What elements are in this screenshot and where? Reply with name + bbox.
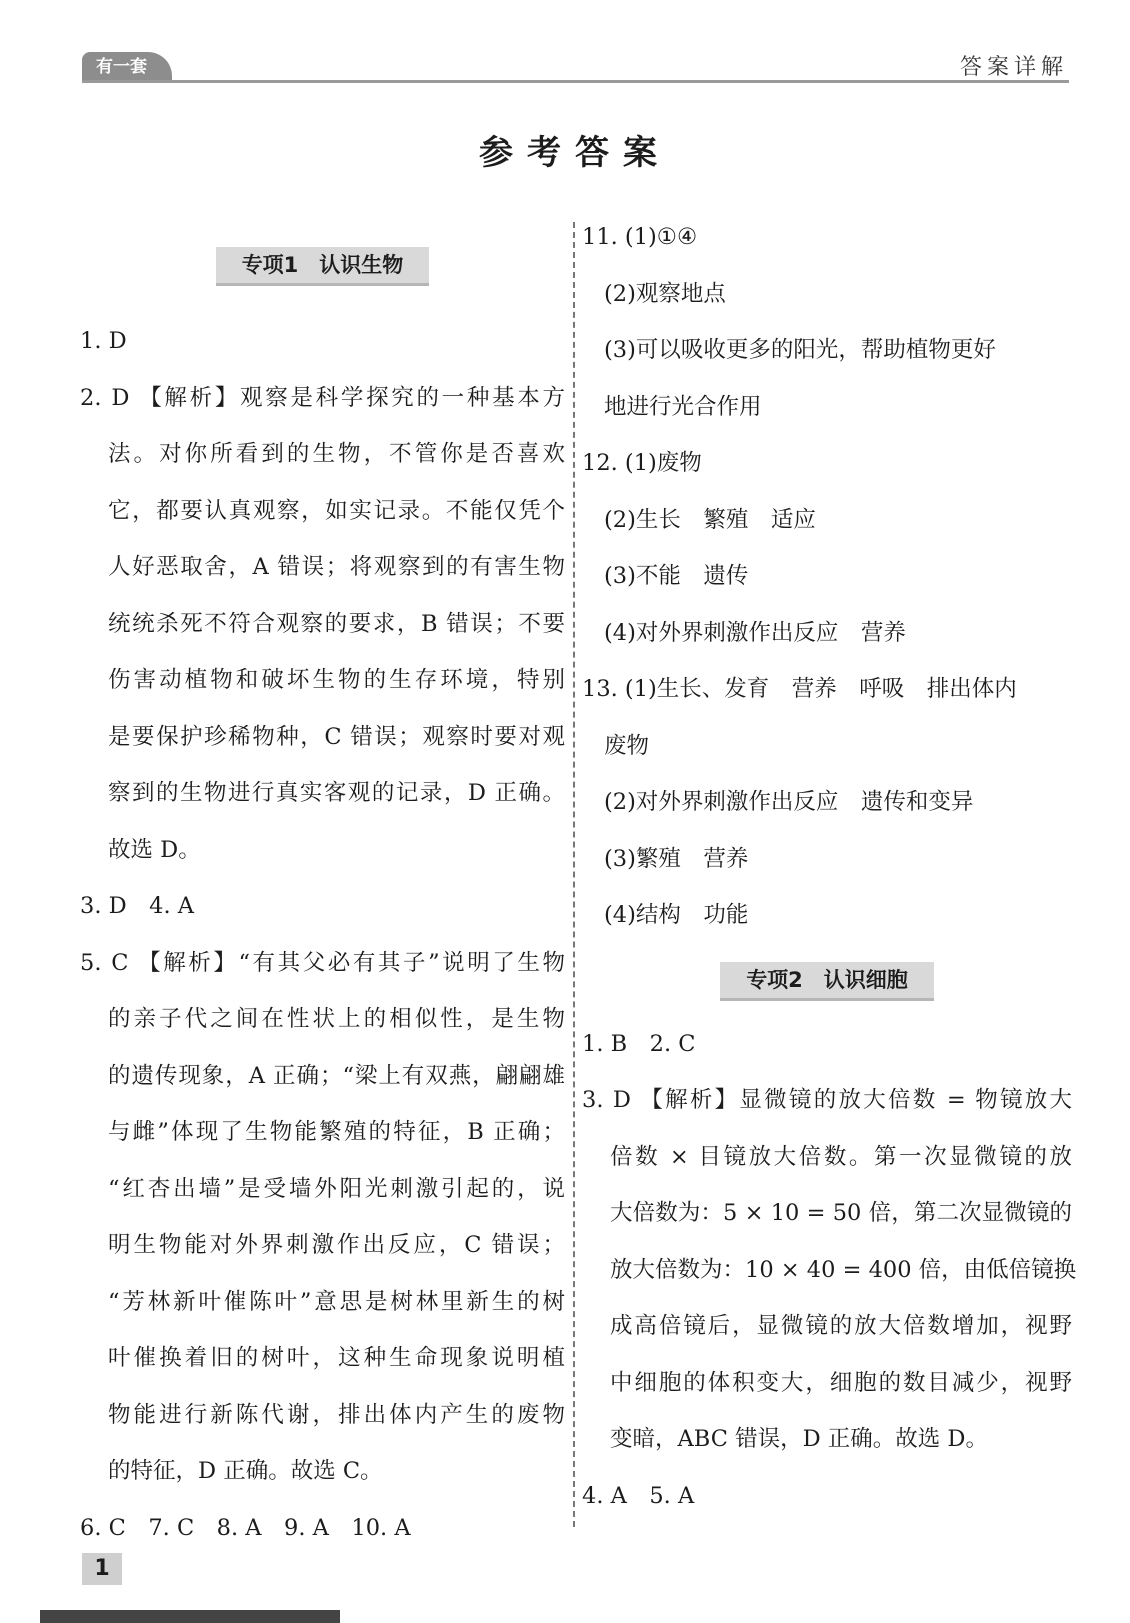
brand-tab: 有一套 bbox=[82, 52, 172, 82]
answer-line: 人好恶取舍，A 错误；将观察到的有害生物 bbox=[108, 554, 565, 580]
answer-line: 明生物能对外界刺激作出反应，C 错误； bbox=[108, 1232, 565, 1258]
answer-line: 5. C 【解析】“有其父必有其子”说明了生物 bbox=[80, 949, 565, 976]
answer-line: 统统杀死不符合观察的要求，B 错误；不要 bbox=[108, 610, 565, 637]
answer-line: 1. D bbox=[80, 328, 127, 354]
answer-line: (2)观察地点 bbox=[604, 280, 726, 307]
answer-line: 3. D 【解析】显微镜的放大倍数 = 物镜放大 bbox=[582, 1087, 1072, 1113]
answer-line: 成高倍镜后，显微镜的放大倍数增加，视野 bbox=[610, 1313, 1072, 1339]
answer-line: “红杏出墙”是受墙外阳光刺激引起的，说 bbox=[108, 1175, 565, 1202]
footer-bar bbox=[40, 1610, 340, 1623]
answer-line: 叶催换着旧的树叶，这种生命现象说明植 bbox=[108, 1345, 565, 1371]
answer-line: 法。对你所看到的生物，不管你是否喜欢 bbox=[108, 441, 565, 467]
answer-line: 倍数 × 目镜放大倍数。第一次显微镜的放 bbox=[610, 1143, 1072, 1170]
answer-line: 4. A 5. A bbox=[582, 1482, 695, 1509]
page-title: 参考答案 bbox=[479, 133, 671, 173]
answer-line: 的特征，D 正确。故选 C。 bbox=[108, 1458, 383, 1484]
answer-line: 与雌”体现了生物能繁殖的特征，B 正确； bbox=[108, 1119, 565, 1145]
answer-line: 13. (1)生长、发育 营养 呼吸 排出体内 bbox=[582, 676, 1017, 702]
answer-line: 伤害动植物和破坏生物的生存环境，特别 bbox=[108, 667, 565, 693]
answer-line: 12. (1)废物 bbox=[582, 450, 702, 476]
answer-line: 大倍数为：5 × 10 = 50 倍，第二次显微镜的 bbox=[610, 1200, 1072, 1226]
answer-line: 察到的生物进行真实客观的记录，D 正确。 bbox=[108, 780, 565, 806]
answer-line: 变暗，ABC 错误，D 正确。故选 D。 bbox=[610, 1426, 988, 1452]
answer-line: 故选 D。 bbox=[108, 836, 201, 863]
answer-line: 6. C 7. C 8. A 9. A 10. A bbox=[80, 1514, 411, 1541]
answer-line: (3)可以吸收更多的阳光，帮助植物更好 bbox=[604, 337, 996, 363]
answer-line: (3)不能 遗传 bbox=[604, 563, 749, 589]
answer-line: 中细胞的体积变大，细胞的数目减少，视野 bbox=[610, 1369, 1072, 1396]
answer-line: 2. D 【解析】观察是科学探究的一种基本方 bbox=[80, 384, 565, 411]
answer-line: 放大倍数为：10 × 40 = 400 倍，由低倍镜换 bbox=[610, 1256, 1077, 1283]
answer-line: 1. B 2. C bbox=[582, 1030, 696, 1057]
answer-line: 地进行光合作用 bbox=[604, 393, 762, 420]
answer-line: (4)对外界刺激作出反应 营养 bbox=[604, 619, 906, 646]
answer-line: 物能进行新陈代谢，排出体内产生的废物 bbox=[108, 1401, 565, 1428]
answer-line: “芳林新叶催陈叶”意思是树林里新生的树 bbox=[108, 1288, 565, 1315]
section-heading-1: 专项1 认识生物 bbox=[80, 247, 565, 283]
answer-line: 3. D 4. A bbox=[80, 893, 195, 919]
header-rule bbox=[82, 80, 1069, 83]
right-column bbox=[582, 209, 1077, 1524]
page-number: 1 bbox=[82, 1553, 122, 1585]
answer-line: (3)繁殖 营养 bbox=[604, 845, 749, 872]
column-divider bbox=[573, 222, 575, 1527]
answer-line: 是要保护珍稀物种，C 错误；观察时要对观 bbox=[108, 723, 565, 750]
answer-line: 的遗传现象，A 正确；“梁上有双燕，翩翩雄 bbox=[108, 1062, 565, 1089]
answer-line: 废物 bbox=[604, 732, 650, 759]
answer-line: (2)对外界刺激作出反应 遗传和变异 bbox=[604, 789, 974, 815]
section-heading-2: 专项2 认识细胞 bbox=[582, 962, 1072, 998]
answer-line: (2)生长 繁殖 适应 bbox=[604, 506, 816, 533]
answer-line: 11. (1)①④ bbox=[582, 224, 698, 250]
header-title: 答案详解 bbox=[959, 55, 1068, 80]
answer-line: 它，都要认真观察，如实记录。不能仅凭个 bbox=[108, 497, 565, 524]
answer-line: 的亲子代之间在性状上的相似性，是生物 bbox=[108, 1006, 565, 1032]
left-column bbox=[80, 220, 565, 1556]
answer-line: (4)结构 功能 bbox=[604, 902, 749, 928]
